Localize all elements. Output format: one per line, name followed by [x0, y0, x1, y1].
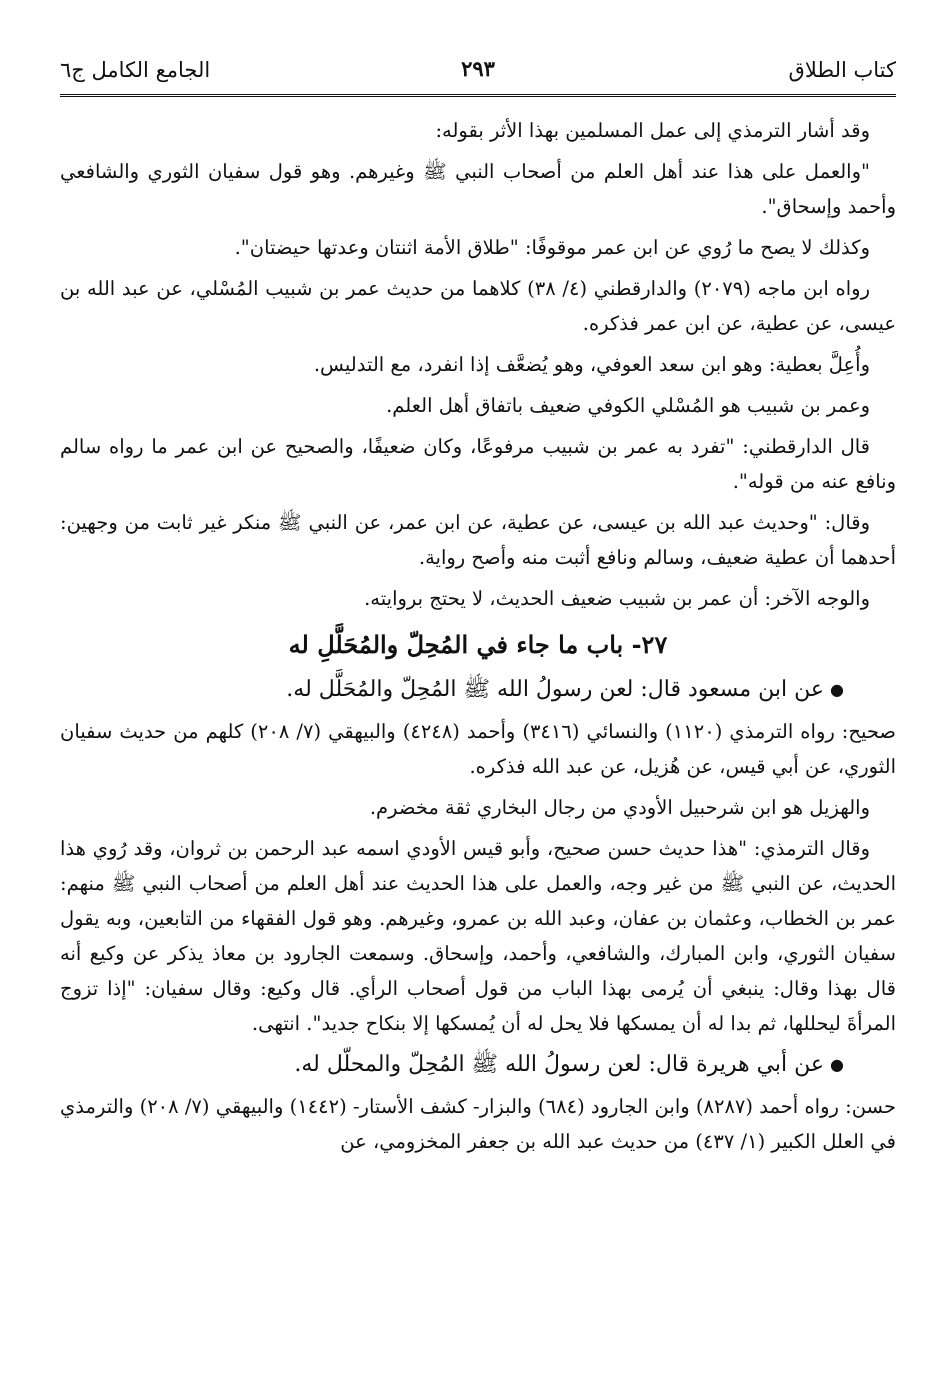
- page-number: ٢٩٣: [461, 56, 495, 81]
- paragraph: وقال الترمذي: "هذا حديث حسن صحيح، وأبو قيس الأودي اسمه عبد الرحمن بن ثروان، وقد رُوي هذا الحديث، عن النبي ﷺ من غير وجه، والعمل على هذا الحديث عند أهل العلم من أصحاب النبي ﷺ منهم: عمر بن الخطاب، وعثمان بن عفان، وعبد الله بن عمرو، وغيرهم. وهو قول الفقهاء من التابعين، وبه يقول سفيان الثوري، وابن المبارك، والشافعي، وأحمد، وإسحاق. وسمعت الجارود بن معاذ يذكر عن وكيع أنه قال بهذا وقال: ينبغي أن يُرمى بهذا الباب من قول أصحاب الرأي. قال وكيع: وقال سفيان: "إذا تزوج المرأةَ ليحللها، ثم بدا له أن يمسكها فلا يحل له أن يُمسكها إلا بنكاح جديد". انتهى.: [60, 837, 896, 1035]
- paragraph: وكذلك لا يصح ما رُوي عن ابن عمر موقوفًا: "طلاق الأمة اثنتان وعدتها حيضتان".: [234, 236, 870, 259]
- chapter-heading: ٢٧- باب ما جاء في المُحِلّ والمُحَلَّلِ له: [288, 630, 668, 659]
- paragraph: وأُعِلَّ بعطية: وهو ابن سعد العوفي، وهو يُضعَّف إذا انفرد، مع التدليس.: [313, 353, 870, 376]
- hadith-body: عن أبي هريرة قال: لعن رسولُ الله ﷺ المُحِلّ والمحلّل له.: [294, 1052, 825, 1077]
- book-title: كتاب الطلاق: [788, 58, 896, 82]
- paragraph: صحيح: رواه الترمذي (١١٢٠) والنسائي (٣٤١٦) وأحمد (٤٢٤٨) والبيهقي (٧/ ٢٠٨) كلهم من حديث سفيان الثوري، عن أبي قيس، عن هُزيل، عن عبد الله فذكره.: [60, 720, 896, 778]
- bullet-icon: ●: [830, 1055, 844, 1074]
- page-body: [60, 113, 896, 1159]
- page-header: [60, 50, 896, 97]
- paragraph: وقال: "وحديث عبد الله بن عيسى، عن عطية، عن ابن عمر، عن النبي ﷺ منكر غير ثابت من وجهين: أحدهما أن عطية ضعيف، وسالم ونافع أثبت منه وأصح رواية.: [60, 511, 896, 569]
- bullet-icon: ●: [830, 680, 844, 699]
- paragraph: "والعمل على هذا عند أهل العلم من أصحاب النبي ﷺ وغيرهم. وهو قول سفيان الثوري والشافعي وأحمد وإسحاق".: [60, 160, 896, 218]
- hadith-text: [60, 1047, 896, 1083]
- hadith-body: عن ابن مسعود قال: لعن رسولُ الله ﷺ المُحِلّ والمُحَلَّل له.: [286, 677, 825, 702]
- paragraph: والهزيل هو ابن شرحبيل الأودي من رجال البخاري ثقة مخضرم.: [369, 796, 870, 819]
- paragraph: قال الدارقطني: "تفرد به عمر بن شبيب مرفوعًا، وكان ضعيفًا، والصحيح عن ابن عمر ما رواه سالم ونافع عنه من قوله".: [60, 435, 896, 493]
- paragraph: رواه ابن ماجه (٢٠٧٩) والدارقطني (٤/ ٣٨) كلاهما من حديث عمر بن شبيب المُسْلي، عن عبد الله بن عيسى، عن عطية، عن ابن عمر فذكره.: [60, 277, 896, 335]
- hadith-text: [60, 672, 896, 708]
- document-page: [60, 50, 896, 1165]
- paragraph: حسن: رواه أحمد (٨٢٨٧) وابن الجارود (٦٨٤) والبزار- كشف الأستار- (١٤٤٢) والبيهقي (٧/ ٢٠٨) والترمذي في العلل الكبير (١/ ٤٣٧) من حديث عبد الله بن جعفر المخزومي، عن: [60, 1095, 896, 1153]
- paragraph: والوجه الآخر: أن عمر بن شبيب ضعيف الحديث، لا يحتج بروايته.: [364, 587, 870, 610]
- paragraph: وعمر بن شبيب هو المُسْلي الكوفي ضعيف باتفاق أهل العلم.: [386, 394, 870, 417]
- paragraph: وقد أشار الترمذي إلى عمل المسلمين بهذا الأثر بقوله:: [435, 119, 870, 142]
- collection-title: الجامع الكامل ج٦: [60, 58, 211, 82]
